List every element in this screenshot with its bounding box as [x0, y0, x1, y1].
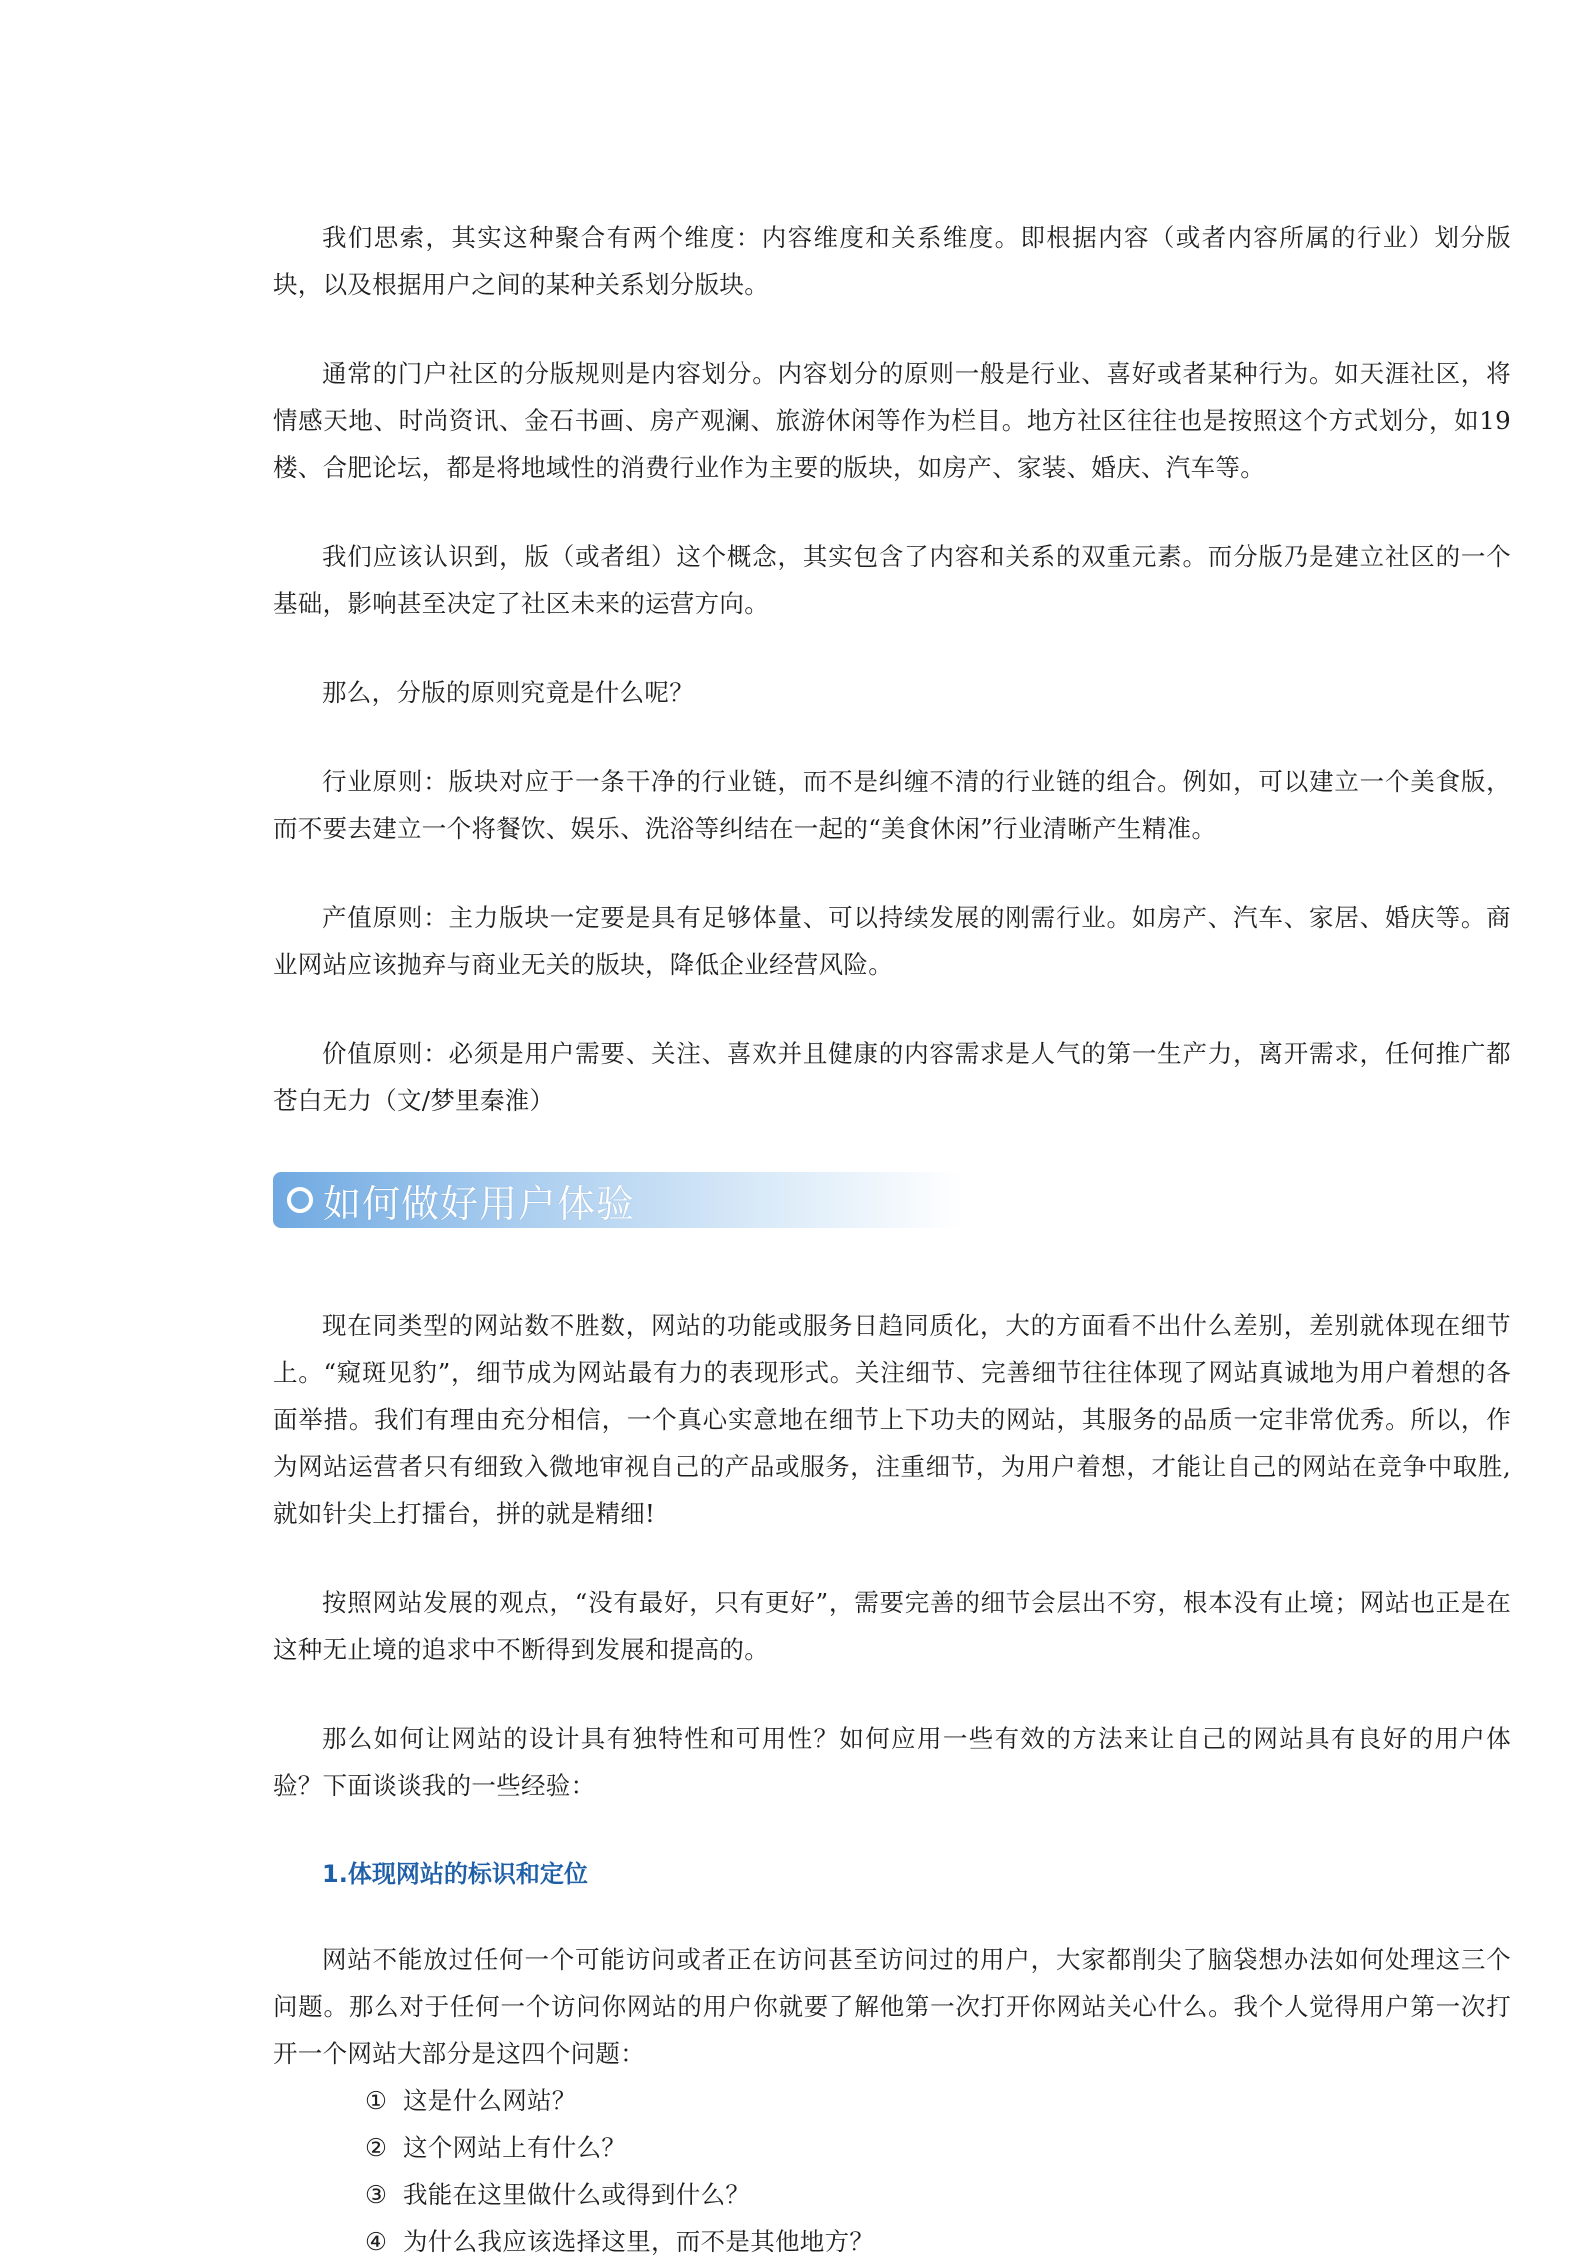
section-heading: 如何做好用户体验 — [323, 1181, 636, 1226]
paragraph-output-principle: 产值原则：主力版块一定要是具有足够体量、可以持续发展的刚需行业。如房产、汽车、家居、婚庆等。商业网站应该抛弃与商业无关的版块，降低企业经营风险。 — [273, 903, 1511, 979]
paragraph-first-visit: 网站不能放过任何一个可能访问或者正在访问甚至访问过的用户，大家都削尖了脑袋想办法如何处理这三个问题。那么对于任何一个访问你网站的用户你就要了解他第一次打开你网站关心什么。我个人觉得用户第一次打开一个网站大部分是这四个问题： — [273, 1945, 1511, 2068]
list-text: 我能在这里做什么或得到什么？ — [403, 2180, 751, 2209]
list-item — [273, 2171, 1511, 2218]
list-text: 为什么我应该选择这里，而不是其他地方？ — [403, 2227, 875, 2256]
list-item — [273, 2218, 1511, 2265]
section-heading-bar — [273, 1172, 963, 1228]
paragraph-how-to: 那么如何让网站的设计具有独特性和可用性？如何应用一些有效的方法来让自己的网站具有良好的用户体验？下面谈谈我的一些经验： — [273, 1724, 1511, 1800]
list-number: ④ — [365, 2227, 388, 2256]
paragraph-no-best: 按照网站发展的观点，“没有最好，只有更好”，需要完善的细节会层出不穷，根本没有止境；网站也正是在这种无止境的追求中不断得到发展和提高的。 — [273, 1588, 1511, 1664]
list-number: ① — [365, 2086, 388, 2115]
paragraph-industry-principle: 行业原则：版块对应于一条干净的行业链，而不是纠缠不清的行业链的组合。例如，可以建立一个美食版，而不要去建立一个将餐饮、娱乐、洗浴等纠结在一起的“美食休闲”行业清晰产生精准。 — [273, 767, 1511, 843]
document-page — [273, 214, 1511, 2265]
paragraph-value-principle: 价值原则：必须是用户需要、关注、喜欢并且健康的内容需求是人气的第一生产力，离开需求，任何推广都苍白无力（文/梦里秦淮） — [273, 1039, 1511, 1115]
question-list — [273, 2077, 1511, 2265]
list-number: ② — [365, 2133, 388, 2162]
list-item — [273, 2124, 1511, 2171]
list-text: 这个网站上有什么？ — [403, 2133, 627, 2162]
paragraph-details: 现在同类型的网站数不胜数，网站的功能或服务日趋同质化，大的方面看不出什么差别，差别就体现在细节上。“窥斑见豹”，细节成为网站最有力的表现形式。关注细节、完善细节往往体现了网站真诚地为用户着想的各面举措。我们有理由充分相信，一个真心实意地在细节上下功夫的网站，其服务的品质一定非常优秀。所以，作为网站运营者只有细致入微地审视自己的产品或服务，注重细节，为用户着想，才能让自己的网站在竞争中取胜, 就如针尖上打擂台，拼的就是精细! — [273, 1311, 1511, 1528]
paragraph-board-concept: 我们应该认识到，版（或者组）这个概念，其实包含了内容和关系的双重元素。而分版乃是建立社区的一个基础，影响甚至决定了社区未来的运营方向。 — [273, 542, 1511, 618]
list-item — [273, 2077, 1511, 2124]
paragraph-portal-rules: 通常的门户社区的分版规则是内容划分。内容划分的原则一般是行业、喜好或者某种行为。如天涯社区，将情感天地、时尚资讯、金石书画、房产观澜、旅游休闲等作为栏目。地方社区往往也是按照这个方式划分，如19楼、合肥论坛，都是将地域性的消费行业作为主要的版块，如房产、家装、婚庆、汽车等。 — [273, 359, 1511, 482]
circle-bullet-icon — [287, 1187, 313, 1213]
subheading-identity: 1.体现网站的标识和定位 — [322, 1860, 588, 1888]
paragraph-question: 那么，分版的原则究竟是什么呢？ — [322, 678, 694, 707]
list-text: 这是什么网站？ — [403, 2086, 577, 2115]
list-number: ③ — [365, 2180, 388, 2209]
paragraph-aggregation-dimensions: 我们思索，其实这种聚合有两个维度：内容维度和关系维度。即根据内容（或者内容所属的行业）划分版块，以及根据用户之间的某种关系划分版块。 — [273, 223, 1511, 299]
